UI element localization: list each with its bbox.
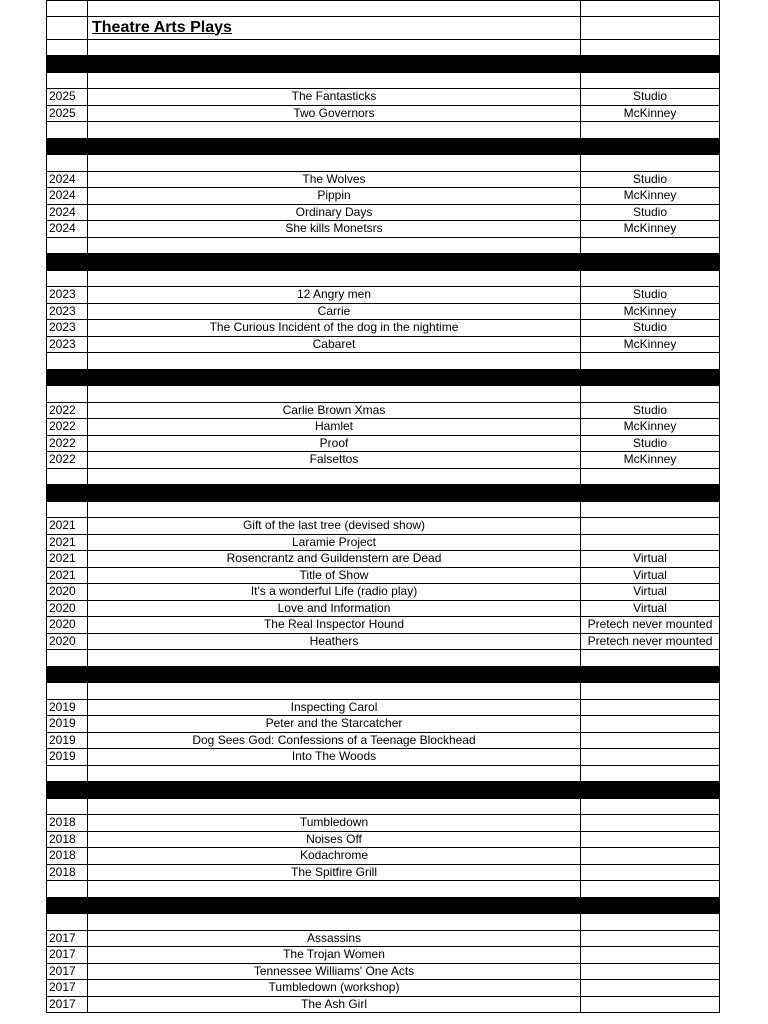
year-cell: 2019 — [46, 716, 88, 732]
venue-cell — [581, 832, 720, 848]
venue-cell — [581, 931, 720, 947]
year-cell: 2023 — [46, 337, 88, 353]
table-row — [46, 617, 720, 634]
table-row — [46, 584, 720, 601]
table-row — [46, 89, 720, 106]
table-row — [46, 403, 720, 420]
play-title-cell: Title of Show — [88, 568, 581, 584]
venue-cell: McKinney — [581, 221, 720, 237]
empty-row — [46, 0, 720, 17]
page-title: Theatre Arts Plays — [92, 18, 232, 36]
year-cell: 2018 — [46, 815, 88, 831]
venue-cell: Virtual — [581, 601, 720, 617]
year-cell: 2022 — [46, 419, 88, 435]
play-title-cell: Peter and the Starcatcher — [88, 716, 581, 732]
table-row — [46, 304, 720, 321]
venue-cell — [581, 947, 720, 963]
table-row — [46, 832, 720, 849]
year-cell: 2018 — [46, 848, 88, 864]
table-row — [46, 535, 720, 552]
table-row — [46, 518, 720, 535]
year-cell: 2024 — [46, 188, 88, 204]
play-title-cell: Love and Information — [88, 601, 581, 617]
play-title-cell: Assassins — [88, 931, 581, 947]
play-title-cell: The Wolves — [88, 172, 581, 188]
year-cell: 2019 — [46, 749, 88, 765]
table-row — [46, 980, 720, 997]
venue-cell: Studio — [581, 403, 720, 419]
venue-cell: McKinney — [581, 106, 720, 122]
year-cell: 2024 — [46, 221, 88, 237]
empty-row — [46, 122, 720, 139]
venue-cell — [581, 997, 720, 1013]
venue-cell — [581, 964, 720, 980]
play-title-cell: The Curious Incident of the dog in the nightime — [88, 320, 581, 336]
table-row — [46, 287, 720, 304]
section-divider — [46, 370, 720, 387]
year-cell: 2017 — [46, 964, 88, 980]
year-cell: 2025 — [46, 89, 88, 105]
year-cell: 2017 — [46, 931, 88, 947]
play-title-cell: Tennessee Williams' One Acts — [88, 964, 581, 980]
year-cell: 2022 — [46, 452, 88, 468]
year-cell: 2023 — [46, 320, 88, 336]
year-cell: 2020 — [46, 617, 88, 633]
play-title-cell: Noises Off — [88, 832, 581, 848]
empty-row — [46, 766, 720, 783]
table-row — [46, 733, 720, 750]
year-cell: 2022 — [46, 403, 88, 419]
table-row — [46, 700, 720, 717]
year-cell: 2023 — [46, 304, 88, 320]
empty-row — [46, 40, 720, 57]
venue-cell — [581, 865, 720, 881]
venue-cell: McKinney — [581, 337, 720, 353]
play-title-cell: Tumbledown — [88, 815, 581, 831]
year-cell: 2021 — [46, 568, 88, 584]
venue-cell — [581, 733, 720, 749]
table-row — [46, 634, 720, 651]
table-row — [46, 568, 720, 585]
year-cell: 2017 — [46, 947, 88, 963]
venue-cell: McKinney — [581, 419, 720, 435]
table-row — [46, 716, 720, 733]
venue-cell: Studio — [581, 205, 720, 221]
play-title-cell: Pippin — [88, 188, 581, 204]
section-divider — [46, 485, 720, 502]
venue-cell: Studio — [581, 287, 720, 303]
venue-cell: Studio — [581, 172, 720, 188]
play-title-cell: Heathers — [88, 634, 581, 650]
play-title-cell: Carlie Brown Xmas — [88, 403, 581, 419]
year-cell: 2017 — [46, 980, 88, 996]
empty-row — [46, 386, 720, 403]
section-divider — [46, 898, 720, 915]
year-cell: 2019 — [46, 733, 88, 749]
year-cell: 2021 — [46, 535, 88, 551]
empty-row — [46, 73, 720, 90]
play-title-cell: Kodachrome — [88, 848, 581, 864]
table-row — [46, 205, 720, 222]
play-title-cell: Hamlet — [88, 419, 581, 435]
play-title-cell: The Trojan Women — [88, 947, 581, 963]
play-title-cell: Two Governors — [88, 106, 581, 122]
year-cell: 2017 — [46, 997, 88, 1013]
empty-row — [46, 650, 720, 667]
table-row — [46, 320, 720, 337]
table-row — [46, 848, 720, 865]
year-cell: 2018 — [46, 865, 88, 881]
year-cell: 2018 — [46, 832, 88, 848]
table-row — [46, 947, 720, 964]
empty-row — [46, 799, 720, 816]
venue-cell: Studio — [581, 320, 720, 336]
section-divider — [46, 254, 720, 271]
year-cell: 2023 — [46, 287, 88, 303]
play-title-cell: She kills Monetsrs — [88, 221, 581, 237]
play-title-cell: 12 Angry men — [88, 287, 581, 303]
table-row — [46, 221, 720, 238]
spreadsheet — [46, 0, 720, 1013]
table-row — [46, 815, 720, 832]
section-divider — [46, 139, 720, 156]
play-title-cell: The Fantasticks — [88, 89, 581, 105]
venue-cell: McKinney — [581, 188, 720, 204]
table-row — [46, 172, 720, 189]
section-divider — [46, 667, 720, 684]
venue-cell — [581, 518, 720, 534]
play-title-cell: Cabaret — [88, 337, 581, 353]
table-row — [46, 931, 720, 948]
year-cell: 2021 — [46, 551, 88, 567]
venue-cell: Virtual — [581, 584, 720, 600]
sections — [46, 40, 720, 1014]
table-row — [46, 749, 720, 766]
section-divider — [46, 782, 720, 799]
year-cell: 2020 — [46, 584, 88, 600]
empty-row — [46, 353, 720, 370]
venue-cell — [581, 749, 720, 765]
empty-row — [46, 238, 720, 255]
venue-cell: Studio — [581, 436, 720, 452]
year-cell: 2019 — [46, 700, 88, 716]
play-title-cell: Carrie — [88, 304, 581, 320]
empty-row — [46, 881, 720, 898]
table-row — [46, 436, 720, 453]
empty-row — [46, 914, 720, 931]
venue-cell: Studio — [581, 89, 720, 105]
play-title-cell: The Real Inspector Hound — [88, 617, 581, 633]
play-title-cell: Dog Sees God: Confessions of a Teenage Blockhead — [88, 733, 581, 749]
empty-row — [46, 271, 720, 288]
venue-cell: Virtual — [581, 568, 720, 584]
table-row — [46, 964, 720, 981]
venue-cell — [581, 535, 720, 551]
play-title-cell: Tumbledown (workshop) — [88, 980, 581, 996]
table-row — [46, 188, 720, 205]
play-title-cell: It's a wonderful Life (radio play) — [88, 584, 581, 600]
venue-cell — [581, 848, 720, 864]
empty-row — [46, 683, 720, 700]
empty-row — [46, 155, 720, 172]
venue-cell: Virtual — [581, 551, 720, 567]
table-row — [46, 106, 720, 123]
table-row — [46, 452, 720, 469]
venue-cell — [581, 815, 720, 831]
play-title-cell: Rosencrantz and Guildenstern are Dead — [88, 551, 581, 567]
venue-cell: McKinney — [581, 452, 720, 468]
venue-cell — [581, 716, 720, 732]
venue-cell: Pretech never mounted — [581, 617, 720, 633]
table-row — [46, 865, 720, 882]
venue-cell: McKinney — [581, 304, 720, 320]
table-row — [46, 601, 720, 618]
play-title-cell: The Ash Girl — [88, 997, 581, 1013]
year-cell: 2020 — [46, 634, 88, 650]
play-title-cell: Falsettos — [88, 452, 581, 468]
empty-row — [46, 502, 720, 519]
play-title-cell: Into The Woods — [88, 749, 581, 765]
play-title-cell: Ordinary Days — [88, 205, 581, 221]
play-title-cell: The Spitfire Grill — [88, 865, 581, 881]
venue-cell — [581, 980, 720, 996]
play-title-cell: Gift of the last tree (devised show) — [88, 518, 581, 534]
section-divider — [46, 56, 720, 73]
table-row — [46, 551, 720, 568]
play-title-cell: Laramie Project — [88, 535, 581, 551]
table-row — [46, 997, 720, 1014]
title-row — [46, 17, 720, 40]
table-row — [46, 337, 720, 354]
year-cell: 2025 — [46, 106, 88, 122]
empty-row — [46, 469, 720, 486]
year-cell: 2021 — [46, 518, 88, 534]
play-title-cell: Proof — [88, 436, 581, 452]
year-cell: 2022 — [46, 436, 88, 452]
year-cell: 2024 — [46, 172, 88, 188]
play-title-cell: Inspecting Carol — [88, 700, 581, 716]
venue-cell — [581, 700, 720, 716]
venue-cell: Pretech never mounted — [581, 634, 720, 650]
year-cell: 2020 — [46, 601, 88, 617]
table-row — [46, 419, 720, 436]
year-cell: 2024 — [46, 205, 88, 221]
